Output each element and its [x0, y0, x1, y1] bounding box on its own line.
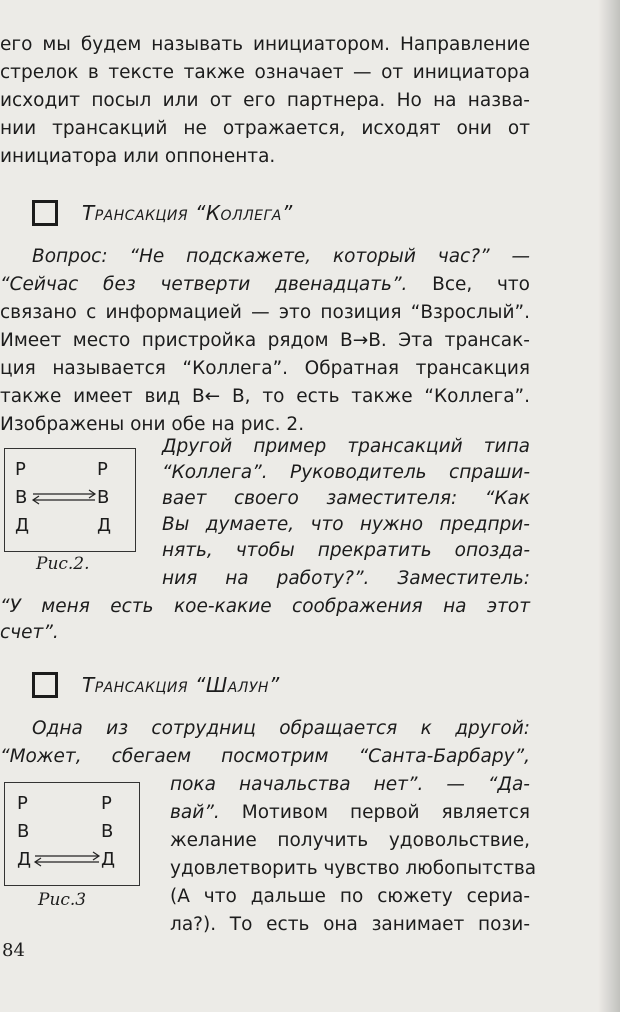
figure-2-diagram: [4, 448, 136, 552]
text-line: пока начальства нет”. — “Да-: [170, 774, 530, 795]
figure-cell: Д: [97, 515, 112, 536]
text-line: исходит посыл или от его партнера. Но на назва-: [0, 90, 530, 111]
figure-cell: Д: [15, 515, 30, 536]
figure-cell: В: [15, 487, 28, 508]
text-line: Вы думаете, что нужно предпри-: [162, 514, 530, 535]
text-line: ла?). То есть она занимает пози-: [170, 914, 530, 935]
text-line: стрелок в тексте также означает — от инициатора: [0, 62, 530, 83]
text-line: вай”. Мотивом первой является: [170, 802, 530, 823]
figure-3-diagram: [4, 782, 140, 886]
figure-cell: В: [17, 821, 30, 842]
text-line: счет”.: [0, 622, 59, 643]
text-line: “Коллега”. Руководитель спраши-: [162, 462, 530, 483]
text-line: желание получить удовольствие,: [170, 830, 530, 851]
page-edge-shadow: [598, 0, 620, 1012]
text-line: “Может, сбегаем посмотрим “Санта-Барбару”,: [0, 746, 530, 767]
text-line: инициатора или оппонента.: [0, 146, 276, 167]
text-line: Вопрос: “Не подскажете, который час?” —: [32, 246, 530, 267]
text-line: (А что дальше по сюжету сериа-: [170, 886, 530, 907]
heading-text: Трансакция “Шалун”: [82, 673, 280, 697]
text-line: Одна из сотрудниц обращается к другой:: [32, 718, 530, 739]
text-line: ция называется “Коллега”. Обратная трансакция: [0, 358, 530, 379]
square-bullet-icon: [32, 200, 58, 226]
page-number: 84: [2, 940, 25, 961]
text-line: нии трансакций не отражается, исходят они от: [0, 118, 530, 139]
text-line: Изображены они обе на рис. 2.: [0, 414, 305, 435]
figure-cell: Р: [15, 459, 26, 480]
text-line: связано с информацией — это позиция “Взрослый”.: [0, 302, 530, 323]
figure-cell: Р: [17, 793, 28, 814]
text-line: его мы будем называть инициатором. Направление: [0, 34, 530, 55]
heading-text: Трансакция “Коллега”: [82, 201, 293, 225]
text-line: Другой пример трансакций типа: [162, 436, 530, 457]
section-heading-rascal: [0, 670, 540, 700]
square-bullet-icon: [32, 672, 58, 698]
figure-cell: Р: [101, 793, 112, 814]
figure-cell: Р: [97, 459, 108, 480]
figure-3-caption: Рис.3: [38, 890, 87, 910]
figure-cell: В: [101, 821, 114, 842]
text-line: удовлетворить чувство любопытства: [170, 858, 537, 879]
figure-cell: В: [97, 487, 110, 508]
double-arrow-icon: [5, 783, 139, 885]
text-line: “Сейчас без четверти двенадцать”. Все, что: [0, 274, 531, 295]
text-line: нять, чтобы прекратить опозда-: [162, 540, 530, 561]
section-heading-colleague: [0, 198, 540, 228]
text-line: Имеет место пристройка рядом В→В. Эта трансак-: [0, 330, 530, 351]
figure-cell: Д: [17, 849, 32, 870]
text-line: “У меня есть кое-какие соображения на этот: [0, 596, 530, 617]
double-arrow-icon: [5, 449, 135, 551]
figure-cell: Д: [101, 849, 116, 870]
text-line: также имеет вид В← В, то есть также “Коллега”.: [0, 386, 530, 407]
text-line: вает своего заместителя: “Как: [162, 488, 530, 509]
text-line: ния на работу?”. Заместитель:: [162, 568, 530, 589]
figure-2-caption: Рис.2.: [36, 554, 90, 574]
